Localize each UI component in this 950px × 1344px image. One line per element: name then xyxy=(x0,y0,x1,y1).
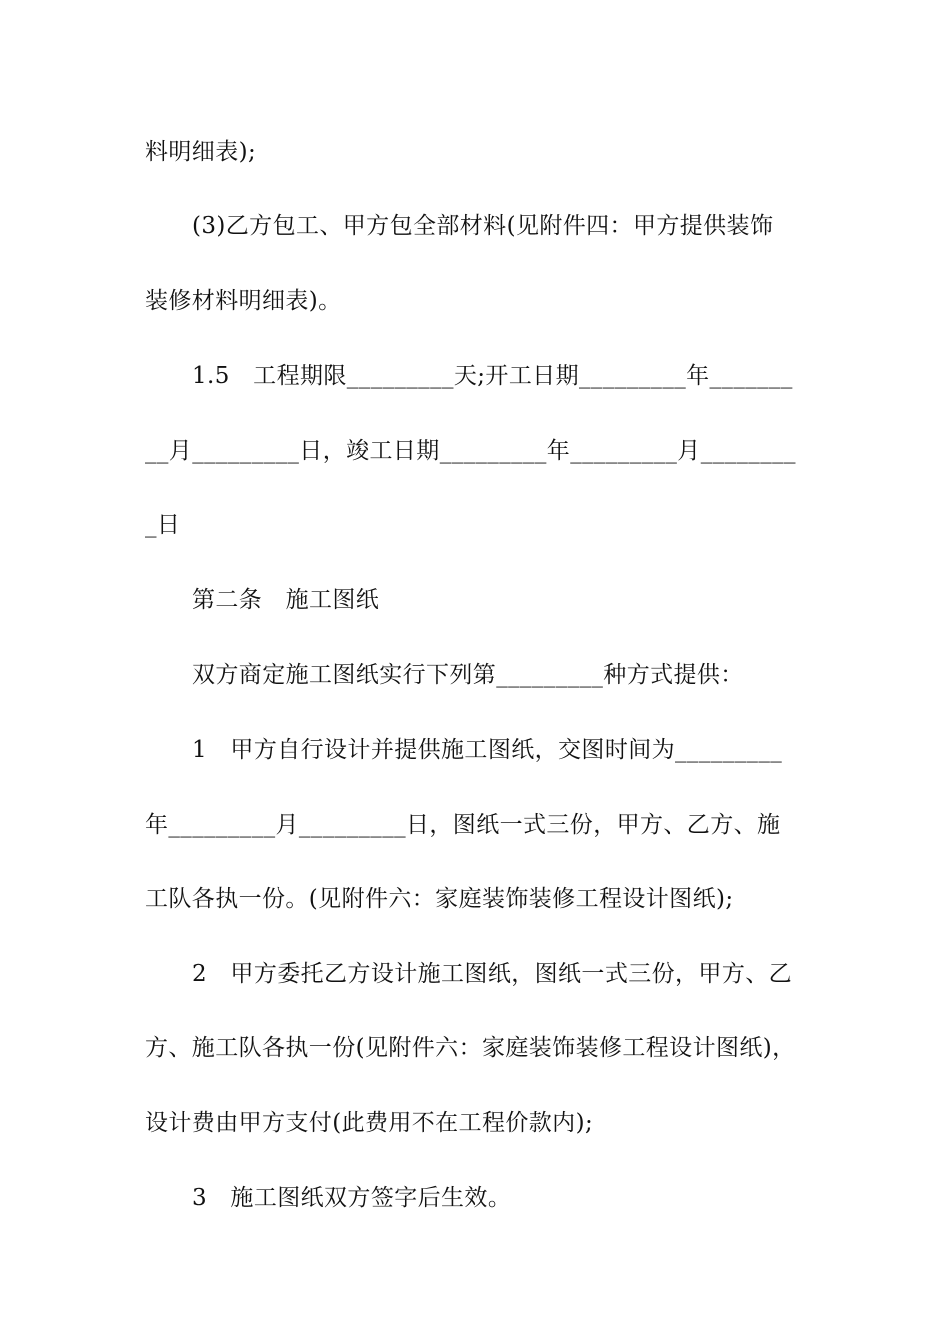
text-line: 2 甲方委托乙方设计施工图纸，图纸一式三份，甲方、乙 xyxy=(192,961,793,987)
text-line: _日 xyxy=(145,512,181,538)
text-line: 装修材料明细表)。 xyxy=(145,288,342,314)
text-line: 年_________月_________日，图纸一式三份，甲方、乙方、施 xyxy=(145,812,781,838)
text-line: 1 甲方自行设计并提供施工图纸，交图时间为_________ xyxy=(192,737,783,763)
text-line: 工队各执一份。(见附件六：家庭装饰装修工程设计图纸); xyxy=(145,886,734,912)
text-line: 料明细表); xyxy=(145,139,257,165)
text-line: 设计费由甲方支付(此费用不在工程价款内); xyxy=(145,1110,594,1136)
section-heading: 第二条 施工图纸 xyxy=(192,587,380,613)
text-line: 3 施工图纸双方签字后生效。 xyxy=(192,1185,512,1211)
text-line: 双方商定施工图纸实行下列第_________种方式提供： xyxy=(192,662,744,688)
text-line: 1.5 工程期限_________天;开工日期_________年_______ xyxy=(192,363,793,389)
text-line: 方、施工队各执一份(见附件六：家庭装饰装修工程设计图纸)， xyxy=(145,1035,796,1061)
text-line: __月_________日，竣工日期_________年_________月________ xyxy=(145,438,796,464)
text-line: (3)乙方包工、甲方包全部材料(见附件四：甲方提供装饰 xyxy=(192,213,774,239)
